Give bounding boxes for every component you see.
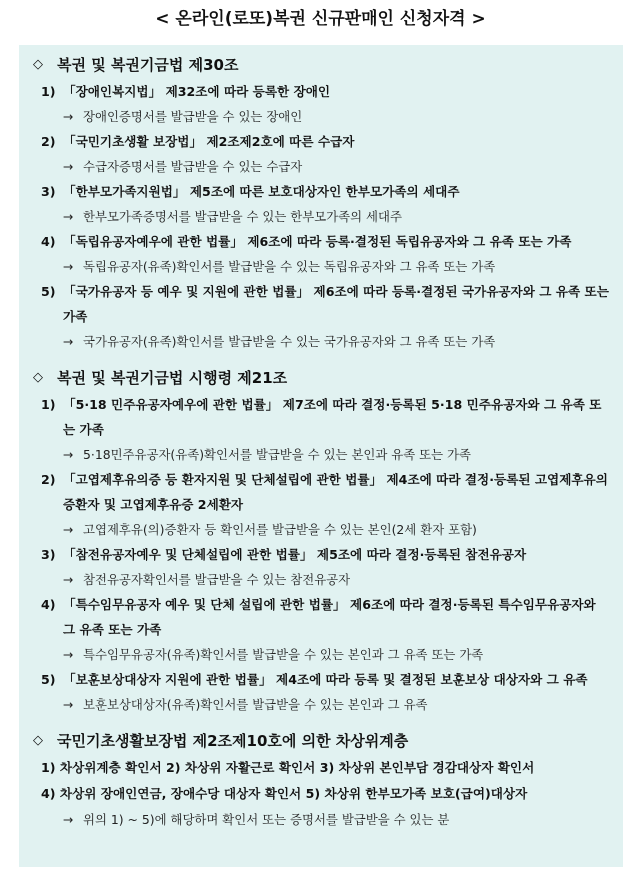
right-arrow-icon: → (63, 697, 74, 712)
section-heading: 복권 및 복권기금법 시행령 제21조 (57, 369, 288, 387)
list-item (27, 179, 615, 229)
certificate-line: 4) 차상위 장애인연금, 장애수당 대상자 확인서 5) 차상위 한부모가족 보호(급여)대상자 (41, 786, 528, 801)
list-item (27, 467, 615, 542)
item-text: 「보훈보상대상자 지원에 관한 법률」 제4조에 따라 등록 및 결정된 보훈보상 대상자와 그 유족 (63, 672, 588, 687)
right-arrow-icon: → (63, 447, 74, 462)
right-arrow-icon: → (63, 109, 74, 124)
item-note: 한부모가족증명서를 발급받을 수 있는 한부모가족의 세대주 (83, 209, 402, 224)
item-number: 5) (41, 284, 56, 299)
item-note: 참전유공자확인서를 발급받을 수 있는 참전유공자 (83, 572, 351, 587)
list-item (27, 667, 615, 717)
section-enforcement-decree (27, 364, 615, 717)
list-item (27, 392, 615, 467)
item-text: 「독립유공자예우에 관한 법률」 제6조에 따라 등록·결정된 독립유공자와 그 유족 또는 가족 (63, 234, 572, 249)
right-arrow-icon: → (63, 522, 74, 537)
item-number: 4) (41, 234, 56, 249)
right-arrow-icon: → (63, 209, 74, 224)
item-text: 「국가유공자 등 예우 및 지원에 관한 법률」 제6조에 따라 등록·결정된 국가유공자와 그 유족 또는 가족 (63, 284, 609, 324)
item-number: 4) (41, 597, 56, 612)
list-item (27, 229, 615, 279)
item-text: 「국민기초생활 보장법」 제2조제2호에 따른 수급자 (63, 134, 355, 149)
right-arrow-icon: → (63, 159, 74, 174)
right-arrow-icon: → (63, 647, 74, 662)
item-number: 2) (41, 134, 56, 149)
diamond-outline-icon: ◇ (33, 57, 43, 72)
item-text: 「고엽제후유의증 등 환자지원 및 단체설립에 관한 법률」 제4조에 따라 결정·등록된 고엽제후유의증환자 및 고엽제후유증 2세환자 (63, 472, 608, 512)
diamond-outline-icon: ◇ (33, 370, 43, 385)
section-heading: 국민기초생활보장법 제2조제10호에 의한 차상위계층 (57, 732, 409, 750)
item-note: 특수임무유공자(유족)확인서를 발급받을 수 있는 본인과 그 유족 또는 가족 (83, 647, 484, 662)
right-arrow-icon: → (63, 334, 74, 349)
section-heading: 복권 및 복권기금법 제30조 (57, 56, 239, 74)
right-arrow-icon: → (63, 812, 74, 827)
item-note: 국가유공자(유족)확인서를 발급받을 수 있는 국가유공자와 그 유족 또는 가족 (83, 334, 496, 349)
item-number: 1) (41, 397, 56, 412)
item-note: 5·18민주유공자(유족)확인서를 발급받을 수 있는 본인과 유족 또는 가족 (83, 447, 471, 462)
item-note: 보훈보상대상자(유족)확인서를 발급받을 수 있는 본인과 그 유족 (83, 697, 428, 712)
list-item (27, 79, 615, 129)
item-number: 1) (41, 84, 56, 99)
item-note: 위의 1) ~ 5)에 해당하며 확인서 또는 증명서를 발급받을 수 있는 분 (83, 812, 450, 827)
item-note: 독립유공자(유족)확인서를 발급받을 수 있는 독립유공자와 그 유족 또는 가족 (83, 259, 496, 274)
page-title: < 온라인(로또)복권 신규판매인 신청자격 > (155, 9, 486, 29)
item-note: 고엽제후유(의)증환자 등 확인서를 발급받을 수 있는 본인(2세 환자 포함) (83, 522, 477, 537)
item-number: 5) (41, 672, 56, 687)
diamond-outline-icon: ◇ (33, 733, 43, 748)
item-number: 3) (41, 184, 56, 199)
item-text: 「참전유공자예우 및 단체설립에 관한 법률」 제5조에 따라 결정·등록된 참전유공자 (63, 547, 527, 562)
section-lottery-act (27, 51, 615, 354)
item-text: 「5·18 민주유공자예우에 관한 법률」 제7조에 따라 결정·등록된 5·18 민주유공자와 그 유족 또는 가족 (63, 397, 602, 437)
list-item (27, 542, 615, 592)
item-number: 3) (41, 547, 56, 562)
certificate-line: 1) 차상위계층 확인서 2) 차상위 자활근로 확인서 3) 차상위 본인부담 경감대상자 확인서 (41, 760, 535, 775)
item-number: 2) (41, 472, 56, 487)
item-note: 장애인증명서를 발급받을 수 있는 장애인 (83, 109, 303, 124)
right-arrow-icon: → (63, 259, 74, 274)
item-text: 「특수임무유공자 예우 및 단체 설립에 관한 법률」 제6조에 따라 결정·등록된 특수임무유공자와 그 유족 또는 가족 (63, 597, 596, 637)
section-near-poverty (27, 727, 615, 833)
list-item (27, 129, 615, 179)
item-text: 「한부모가족지원법」 제5조에 따른 보호대상자인 한부모가족의 세대주 (63, 184, 460, 199)
item-note: 수급자증명서를 발급받을 수 있는 수급자 (83, 159, 303, 174)
list-item (27, 279, 615, 354)
eligibility-panel (19, 45, 623, 867)
item-text: 「장애인복지법」 제32조에 따라 등록한 장애인 (63, 84, 331, 99)
list-item (27, 592, 615, 667)
right-arrow-icon: → (63, 572, 74, 587)
